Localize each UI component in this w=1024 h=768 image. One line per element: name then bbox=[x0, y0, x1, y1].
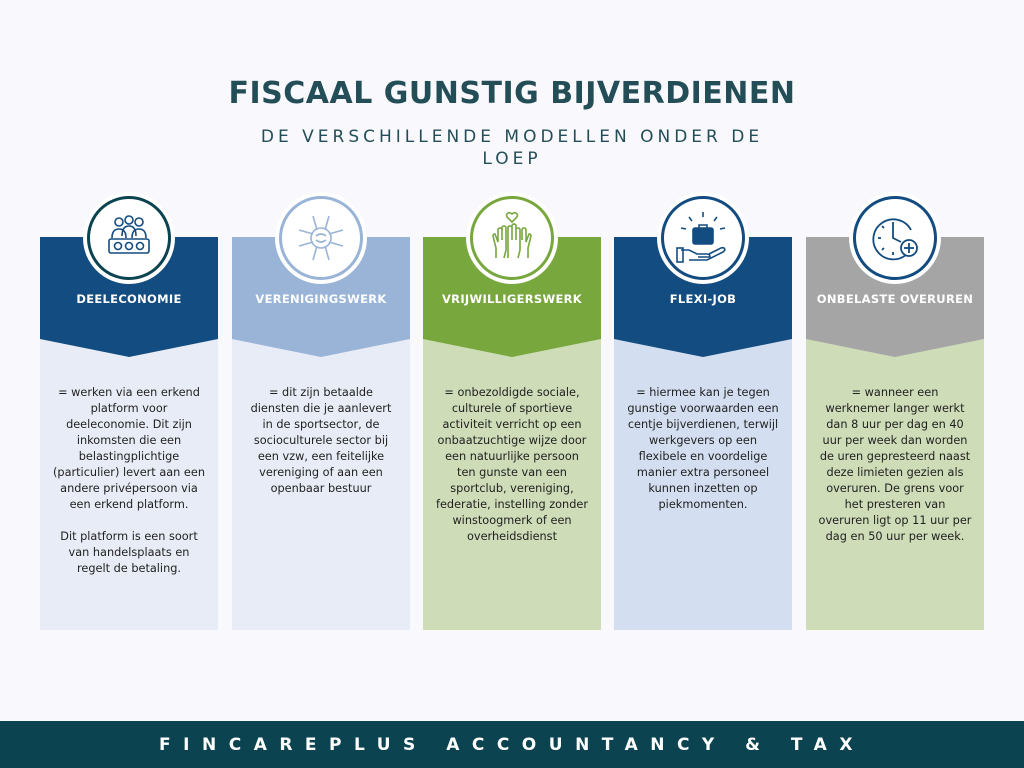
card-label: VRIJWILLIGERSWERK bbox=[441, 292, 583, 306]
card-verenigingswerk bbox=[232, 237, 410, 630]
page-subtitle: DE VERSCHILLENDE MODELLEN ONDER DE LOEP bbox=[260, 127, 764, 169]
card-text: = wanneer een werknemer langer werkt dan 8 uur per dag en 40 uur per week dan worden de uren gepresteerd naast deze limieten gezien als overuren. De grens voor het presteren van overuren ligt op 11 uur per dag en 50 uur per week. bbox=[818, 386, 972, 543]
card-text: = onbezoldigde sociale, culturele of sportieve activiteit verricht op een onbaatzuchtige wijze door een natuurlijke persoon ten gunste van een sportclub, vereniging, federatie, instelling zonder winstoogmerk of een overheidsdienst bbox=[436, 386, 588, 543]
card-label: ONBELASTE OVERUREN bbox=[816, 292, 974, 306]
card-icon-circle bbox=[275, 192, 367, 284]
raised-hands-heart-icon bbox=[482, 208, 542, 268]
card-label: DEELECONOMIE bbox=[76, 292, 182, 306]
card-label: FLEXI-JOB bbox=[669, 292, 737, 306]
card-text: = werken via een erkend platform voor deeleconomie. Dit zijn inkomsten die een belastingplichtige (particulier) levert aan een andere privépersoon via een erkend platform. Dit platform is een soort van handelsplaats en regelt de betaling. bbox=[52, 386, 205, 575]
card-icon-circle bbox=[83, 192, 175, 284]
card-vrijwilligerswerk bbox=[423, 237, 601, 630]
page-title: FISCAAL GUNSTIG BIJVERDIENEN bbox=[228, 76, 796, 111]
card-text: = dit zijn betaalde diensten die je aanlevert in de sportsector, de socioculturele sector bij een vzw, een feitelijke vereniging of aan een openbaar bestuur bbox=[250, 386, 392, 495]
card-icon-circle bbox=[849, 192, 941, 284]
card-onbelaste-overuren bbox=[806, 237, 984, 630]
card-icon-circle bbox=[657, 192, 749, 284]
footer-company-name: FINCAREPLUS ACCOUNTANCY & TAX bbox=[159, 734, 865, 755]
briefcase-hand-icon bbox=[673, 208, 733, 268]
card-text: = hiermee kan je tegen gunstige voorwaarden een centje bijverdienen, terwijl werkgevers op een flexibele en voordelige manier extra personeel kunnen inzetten op piekmomenten. bbox=[627, 386, 779, 511]
clock-plus-icon bbox=[865, 208, 925, 268]
joined-hands-icon bbox=[291, 208, 351, 268]
people-group-icon bbox=[99, 208, 159, 268]
card-label: VERENIGINGSWERK bbox=[255, 292, 387, 306]
footer-bar bbox=[0, 721, 1024, 768]
card-deeleconomie bbox=[40, 237, 218, 630]
card-flexi-job bbox=[614, 237, 792, 630]
card-icon-circle bbox=[466, 192, 558, 284]
